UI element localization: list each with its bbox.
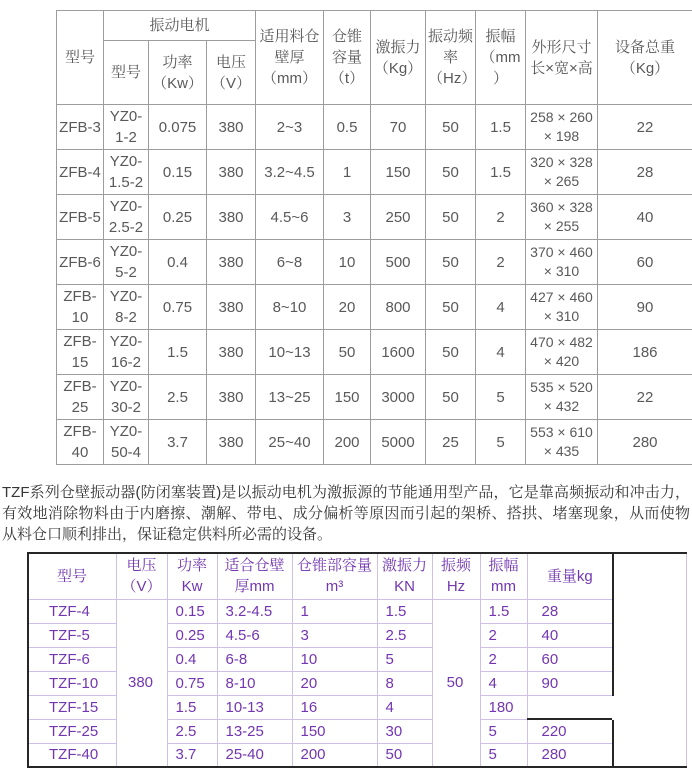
t2-cell-weight-blank	[527, 695, 613, 719]
t2-header-amp: 振幅mm	[480, 553, 527, 599]
t2-cell: 1	[292, 599, 377, 623]
t1-cell: 5	[476, 420, 526, 465]
t2-cell: 50	[377, 743, 432, 767]
t2-cell: 5	[480, 743, 527, 767]
t2-cell: 1.5	[377, 599, 432, 623]
t2-cell: 0.75	[167, 671, 217, 695]
t1-cell: 25~40	[256, 420, 324, 465]
zfb-spec-table	[56, 10, 692, 465]
t1-cell: 50	[426, 240, 476, 285]
t1-cell: 3.7	[149, 420, 207, 465]
t2-cell: TZF-40	[28, 743, 116, 767]
t2-cell: 220	[527, 719, 613, 743]
t1-row	[57, 285, 692, 330]
t1-cell: 2	[476, 195, 526, 240]
t1-cell: 50	[426, 375, 476, 420]
t1-cell: 0.5	[324, 105, 371, 150]
t1-cell: 1	[324, 150, 371, 195]
t1-cell-dims: 360 × 328 × 255	[526, 195, 598, 240]
t1-cell: 3.2~4.5	[256, 150, 324, 195]
t1-cell: 25	[426, 420, 476, 465]
t2-cell: TZF-25	[28, 719, 116, 743]
t1-cell: 10	[324, 240, 371, 285]
t1-cell: ZFB-15	[57, 330, 104, 375]
t1-cell: 0.075	[149, 105, 207, 150]
t2-header-cone: 仓锥部容量m³	[292, 553, 377, 599]
t1-cell: 380	[207, 195, 256, 240]
t2-cell: 150	[292, 719, 377, 743]
t2-cell: 28	[527, 599, 613, 623]
t2-cell: 2.5	[377, 623, 432, 647]
t2-cell: 280	[527, 743, 613, 767]
t2-cell-freq-merged: 50	[432, 599, 480, 767]
t2-cell: 25-40	[217, 743, 292, 767]
t2-cell: 8	[377, 671, 432, 695]
t2-cell: 90	[527, 671, 613, 695]
t1-cell: ZFB-5	[57, 195, 104, 240]
t1-cell: 13~25	[256, 375, 324, 420]
t1-cell: 5000	[371, 420, 426, 465]
t2-cell: 0.4	[167, 647, 217, 671]
t1-cell: YZ0-2.5-2	[104, 195, 149, 240]
t1-cell: 1.5	[149, 330, 207, 375]
t1-header-amp: 振幅（mm）	[476, 11, 526, 105]
t1-cell: 22	[598, 105, 692, 150]
t1-cell: ZFB-40	[57, 420, 104, 465]
t1-cell: 2	[476, 240, 526, 285]
t1-cell: 250	[371, 195, 426, 240]
t2-cell: 1.5	[480, 599, 527, 623]
t2-cell: 5	[377, 647, 432, 671]
t2-cell: 3	[292, 623, 377, 647]
t1-row	[57, 195, 692, 240]
t1-cell-dims: 553 × 610 × 435	[526, 420, 598, 465]
t1-cell-dims: 427 × 460 × 310	[526, 285, 598, 330]
t1-cell: 90	[598, 285, 692, 330]
t1-cell: 4	[476, 285, 526, 330]
t2-cell: 3.2-4.5	[217, 599, 292, 623]
t1-cell: 380	[207, 330, 256, 375]
t1-cell: 0.75	[149, 285, 207, 330]
t1-cell: 4	[476, 330, 526, 375]
t2-cell: 16	[292, 695, 377, 719]
t1-cell: 3000	[371, 375, 426, 420]
t2-cell: 3.7	[167, 743, 217, 767]
t2-header-model: 型号	[28, 553, 116, 599]
t1-cell: 800	[371, 285, 426, 330]
t1-cell: 1600	[371, 330, 426, 375]
t1-cell: 380	[207, 285, 256, 330]
t1-row	[57, 420, 692, 465]
t1-cell: 50	[426, 285, 476, 330]
t2-header-row	[28, 553, 686, 599]
t1-cell: 60	[598, 240, 692, 285]
t1-cell: YZ0-30-2	[104, 375, 149, 420]
t1-header-cone: 仓锥容量（t）	[324, 11, 371, 105]
t1-cell: 380	[207, 150, 256, 195]
t1-header-force: 激振力（Kg）	[371, 11, 426, 105]
product-description: TZF系列仓壁振动器(防闭塞装置)是以振动电机为激振源的节能通用型产品，它是靠高频振动和冲击力，有效地消除物料由于内磨擦、潮解、带电、成分偏析等原因而引起的架桥、搭拱、堵塞现象，从而使物从料仓口顺利排出，保证稳定供料所必需的设备。	[2, 484, 690, 543]
t2-cell: 1.5	[167, 695, 217, 719]
t1-cell: 50	[426, 105, 476, 150]
t1-cell: YZ0-5-2	[104, 240, 149, 285]
t1-cell: YZ0-8-2	[104, 285, 149, 330]
t1-cell: 280	[598, 420, 692, 465]
t1-cell: 50	[426, 195, 476, 240]
t1-cell: YZ0-1-2	[104, 105, 149, 150]
t1-cell: 22	[598, 375, 692, 420]
t1-cell: 3	[324, 195, 371, 240]
t1-cell: 2.5	[149, 375, 207, 420]
t1-cell: 0.25	[149, 195, 207, 240]
t1-cell: ZFB-4	[57, 150, 104, 195]
t2-cell: 30	[377, 719, 432, 743]
t2-header-force: 激振力KN	[377, 553, 432, 599]
t2-header-wall: 适合仓壁厚mm	[217, 553, 292, 599]
t1-cell: 8~10	[256, 285, 324, 330]
t2-cell: 13-25	[217, 719, 292, 743]
t1-header-voltage: 电压（V）	[207, 41, 256, 105]
t1-row	[57, 375, 692, 420]
t2-cell: 40	[527, 623, 613, 647]
t1-cell-dims: 320 × 328 × 265	[526, 150, 598, 195]
t2-row	[28, 599, 686, 623]
t1-cell: YZ0-50-4	[104, 420, 149, 465]
t1-row	[57, 330, 692, 375]
t1-header-freq: 振动频率（Hz）	[426, 11, 476, 105]
t1-cell: 50	[426, 330, 476, 375]
t2-header-weight: 重量kg	[527, 553, 613, 599]
t1-cell: 380	[207, 420, 256, 465]
t2-cell: 200	[292, 743, 377, 767]
t2-header-freq: 振频Hz	[432, 553, 480, 599]
t2-cell: 180	[480, 695, 527, 719]
t1-header-wall: 适用料仓壁厚（mm）	[256, 11, 324, 105]
t1-cell: 5	[476, 375, 526, 420]
t1-cell: 50	[426, 150, 476, 195]
t2-cell: TZF-15	[28, 695, 116, 719]
t1-row	[57, 240, 692, 285]
t1-header-motor-group: 振动电机	[104, 11, 256, 41]
t1-header-weight: 设备总重（Kg）	[598, 11, 692, 105]
t1-cell: 0.15	[149, 150, 207, 195]
t1-cell: ZFB-6	[57, 240, 104, 285]
t2-cell: TZF-6	[28, 647, 116, 671]
t2-cell-voltage-merged: 380	[116, 599, 167, 767]
t2-cell: 20	[292, 671, 377, 695]
t2-cell: 10	[292, 647, 377, 671]
t2-cell: 0.25	[167, 623, 217, 647]
t2-cell: 4.5-6	[217, 623, 292, 647]
t2-header-power: 功率 Kw	[167, 553, 217, 599]
t1-row	[57, 105, 692, 150]
t1-header-dims: 外形尺寸长×宽×高	[526, 11, 598, 105]
t1-cell: 186	[598, 330, 692, 375]
t1-cell: 6~8	[256, 240, 324, 285]
t1-cell: 380	[207, 375, 256, 420]
t1-header-model: 型号	[57, 11, 104, 105]
t2-cell: 6-8	[217, 647, 292, 671]
t1-cell-dims: 370 × 460 × 310	[526, 240, 598, 285]
t1-cell: YZ0-16-2	[104, 330, 149, 375]
t1-cell: 150	[371, 150, 426, 195]
t2-cell: 8-10	[217, 671, 292, 695]
t2-cell: TZF-10	[28, 671, 116, 695]
t2-cell: 4	[377, 695, 432, 719]
t1-cell: 28	[598, 150, 692, 195]
t2-cell: 2	[480, 647, 527, 671]
t2-cell: 0.15	[167, 599, 217, 623]
t2-cell: TZF-5	[28, 623, 116, 647]
t2-cell: 10-13	[217, 695, 292, 719]
t1-cell: 50	[324, 330, 371, 375]
t1-cell: 200	[324, 420, 371, 465]
t1-cell-dims: 535 × 520 × 432	[526, 375, 598, 420]
t1-cell: 1.5	[476, 150, 526, 195]
t2-cell: 2.5	[167, 719, 217, 743]
t2-cell: 60	[527, 647, 613, 671]
t1-cell: ZFB-10	[57, 285, 104, 330]
t2-empty-column	[613, 553, 686, 767]
t1-cell: 20	[324, 285, 371, 330]
t1-cell: 150	[324, 375, 371, 420]
t1-cell: 4.5~6	[256, 195, 324, 240]
t2-cell: 4	[480, 671, 527, 695]
t1-cell: 1.5	[476, 105, 526, 150]
t1-cell: 380	[207, 105, 256, 150]
t1-header-motor-model: 型号	[104, 41, 149, 105]
t1-cell: ZFB-3	[57, 105, 104, 150]
t2-cell: 2	[480, 623, 527, 647]
t1-header-row-1	[57, 11, 692, 41]
t1-cell: 2~3	[256, 105, 324, 150]
t1-header-power: 功率（Kw）	[149, 41, 207, 105]
tzf-spec-table	[27, 552, 687, 768]
t1-cell: ZFB-25	[57, 375, 104, 420]
t1-cell: YZ0-1.5-2	[104, 150, 149, 195]
t1-cell: 380	[207, 240, 256, 285]
t1-cell: 40	[598, 195, 692, 240]
t1-cell: 0.4	[149, 240, 207, 285]
t2-cell: 5	[480, 719, 527, 743]
t1-cell: 500	[371, 240, 426, 285]
t1-cell: 70	[371, 105, 426, 150]
t2-header-voltage: 电压（V）	[116, 553, 167, 599]
t1-row	[57, 150, 692, 195]
t1-cell: 10~13	[256, 330, 324, 375]
t1-cell-dims: 470 × 482 × 420	[526, 330, 598, 375]
t2-cell: TZF-4	[28, 599, 116, 623]
t1-cell-dims: 258 × 260 × 198	[526, 105, 598, 150]
